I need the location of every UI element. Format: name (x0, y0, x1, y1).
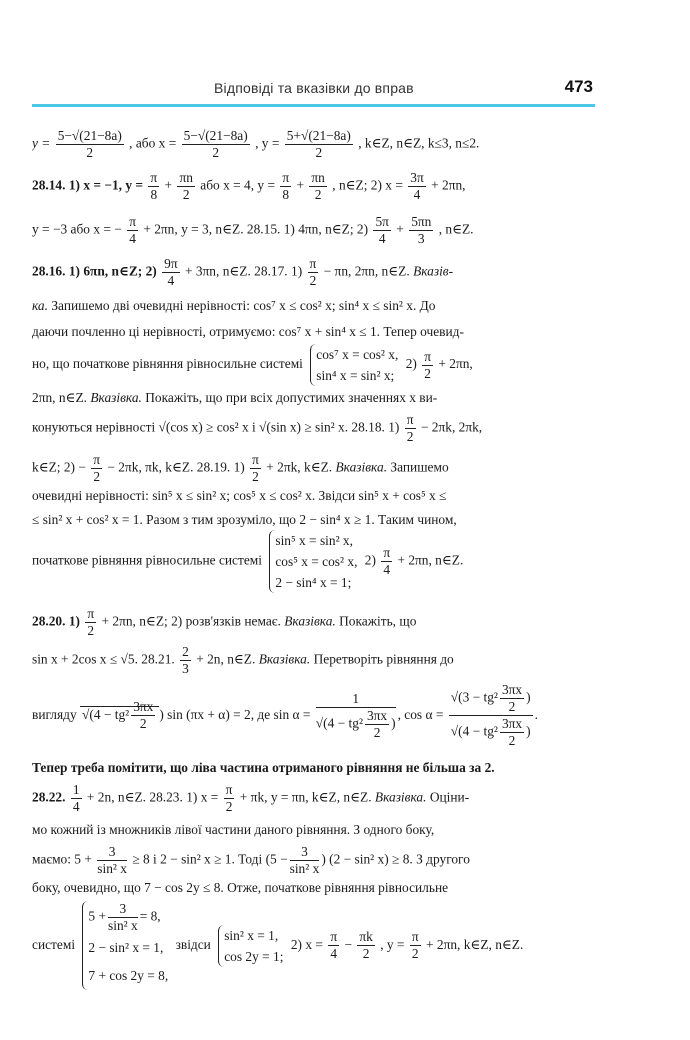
text-span: 2 (252, 469, 259, 484)
text-span: 4 (129, 231, 136, 246)
fraction (285, 128, 353, 161)
fraction-numerator: π (330, 929, 338, 945)
text-span: 4 (413, 187, 421, 202)
text-span: Запишемо дві очевидні нерівності: cos⁷ x ≤ cos² x; sin⁴ x ≤ sin² x. До (51, 298, 436, 313)
fraction-numerator: π (150, 170, 158, 185)
italic-text: Вказівка. (374, 789, 427, 805)
text-span: + 2πn, n∈Z. (397, 552, 464, 568)
fraction-numerator: π (225, 782, 233, 797)
equation-system (310, 344, 398, 386)
italic-text: Вказівка. (335, 459, 388, 475)
fraction (108, 901, 138, 934)
bold-text: 28.22. (32, 789, 66, 805)
text-span: , y = (380, 937, 405, 952)
text-line (32, 412, 595, 445)
text-span (449, 716, 533, 748)
italic-text: ка. (32, 298, 48, 313)
text-span: + 2n, n∈Z. 28.23. 1) x = (86, 789, 219, 805)
text-span: конуються нерівності √(cos x) ≥ cos² x і √(sin x) ≥ sin² x. 28.18. 1) (32, 419, 400, 435)
fraction (56, 128, 124, 161)
text-span: 2 (508, 699, 516, 715)
text-span: + 2πk, k∈Z. (266, 459, 333, 475)
text-span: ) (526, 724, 531, 739)
fraction-numerator: πn (179, 170, 193, 185)
fraction (280, 170, 291, 203)
text-span: но, що початкове рівняння рівносильне системі (32, 356, 303, 372)
text-span: 2 (212, 145, 220, 160)
fraction (127, 214, 138, 247)
text-line (32, 682, 595, 748)
text-span: 2πn, n∈Z. (32, 390, 87, 405)
fraction (381, 545, 392, 578)
fraction-numerator: π (93, 452, 101, 467)
text-line (32, 758, 595, 777)
text-span: cos⁵ x = cos² x, (275, 554, 358, 569)
text-span: + 2n, n∈Z. (196, 651, 256, 667)
fraction (373, 214, 390, 247)
fraction (131, 699, 155, 732)
text-line (32, 322, 595, 341)
fraction-numerator: 3π (410, 170, 424, 185)
equation-system (218, 925, 283, 967)
fraction (309, 170, 326, 203)
fraction-numerator: π (282, 170, 290, 185)
text-span: + 2πn, k∈Z, n∈Z. (425, 937, 524, 952)
text-span: √(3 − tg² (450, 690, 498, 705)
text-span: 2 (309, 273, 317, 288)
text-span: sin² x = 1, (224, 927, 279, 943)
text-span: Покажіть, що (339, 613, 417, 629)
italic-text: Вказів- (413, 263, 454, 279)
fraction-numerator: π (411, 929, 419, 945)
text-span: (5 − (265, 851, 288, 867)
text-span: ) (391, 715, 396, 731)
equation-system (82, 901, 168, 990)
fraction (290, 844, 320, 877)
fraction (308, 256, 319, 289)
fraction-numerator: 5πn (411, 214, 432, 229)
text-line (32, 844, 595, 877)
text-span: даючи почленно ці нерівності, отримуємо: cos⁷ x + sin⁴ x ≤ 1. Тепер очевид- (32, 324, 464, 339)
text-span: Перетворіть рівняння до (313, 651, 454, 667)
text-span: ) (526, 690, 531, 705)
text-line (32, 452, 595, 485)
fraction (449, 682, 533, 748)
text-span: sin⁵ x = sin² x, (275, 533, 353, 548)
text-line (32, 878, 595, 897)
text-span: 3 (417, 231, 425, 246)
text-span: 2 (508, 733, 516, 748)
fraction-numerator (449, 682, 533, 716)
fraction-numerator: π (309, 256, 317, 271)
fraction (410, 929, 421, 962)
text-span: ≤ sin² x + cos² x = 1. Разом з тим зрозуміло, що 2 − sin⁴ x ≥ 1. Таким чином, (32, 512, 457, 527)
text-span: + 3πn, n∈Z. 28.17. 1) (184, 263, 303, 279)
fraction-numerator: 5π (375, 214, 389, 229)
text-span: √(4 − tg² (82, 707, 130, 722)
text-span: 2 (373, 724, 381, 740)
text-span: cos⁷ x = cos² x, (316, 347, 399, 362)
header-rule (32, 104, 595, 107)
text-span: = 8, (139, 909, 161, 924)
text-span: + (164, 177, 173, 193)
text-line (32, 644, 595, 677)
text-span: 2 − sin² x = 1, (88, 940, 164, 956)
fraction (162, 256, 179, 289)
text-span: 7 + cos 2y = 8, (88, 968, 169, 984)
text-span: 4 (330, 946, 338, 962)
italic-text: Вказівка. (258, 651, 311, 667)
text-span: 2 (139, 716, 147, 732)
fraction-numerator: 5−√(21−8a) (57, 128, 122, 143)
fraction (365, 708, 389, 741)
text-span: ) sin (πx + α) = 2, де sin α = (159, 707, 311, 722)
fraction (500, 682, 524, 715)
bold-text: 28.16. 1) 6πn, n∈Z; 2) (32, 263, 157, 279)
text-span: y = −3 або x = − (32, 221, 122, 237)
fraction-numerator: 3 (97, 844, 127, 861)
text-span: 2 (314, 187, 322, 202)
text-span: 2 (87, 623, 95, 638)
text-span: , cos α = (397, 707, 444, 722)
text-span: √(4 − tg² (450, 724, 498, 739)
fraction-numerator: πk (359, 929, 373, 945)
text-line (32, 256, 595, 289)
text-span: + (396, 221, 404, 237)
text-span: + 2πn, (438, 356, 473, 372)
text-span: 2 (424, 365, 431, 381)
fraction-numerator: 3πx (501, 682, 523, 698)
text-span: 2 (86, 145, 94, 160)
fraction-numerator: πn (311, 170, 325, 185)
bold-text: 28.14. 1) x = −1, y = (32, 177, 144, 193)
text-span: + 2πn, (431, 177, 466, 193)
text-span: 2) (405, 356, 417, 372)
text-span: √(4 − tg² (315, 715, 363, 731)
fraction (182, 128, 250, 161)
text-span: 2 (225, 799, 233, 814)
text-line (32, 344, 595, 386)
text-span: Оціни- (429, 789, 470, 805)
text-span: системі (32, 937, 76, 952)
text-span: k∈Z; 2) − (32, 459, 86, 475)
text-span: 3 (182, 661, 189, 676)
page-number: 473 (564, 77, 593, 96)
fraction (177, 170, 194, 203)
text-span: 2 (362, 946, 370, 962)
fraction-numerator: 3πx (501, 716, 523, 732)
text-span: боку, очевидно, що 7 − cos 2y ≤ 8. Отже, початкове рівняння рівносильне (32, 880, 449, 895)
text-span: 2 (315, 145, 323, 160)
text-span: sin² x (97, 861, 127, 876)
text-line (32, 296, 595, 315)
text-line (32, 214, 595, 247)
fraction (409, 214, 433, 247)
text-line (32, 388, 595, 407)
fraction (97, 844, 127, 877)
text-span: + 2πn, y = 3, n∈Z. 28.15. 1) 4πn, n∈Z; 2) (143, 221, 369, 237)
text-span: мо кожний із множників лівої частини даного рівняння. З одного боку, (32, 822, 435, 837)
text-span: sin² x (289, 861, 320, 876)
text-span: 8 (282, 187, 290, 202)
fraction (422, 349, 433, 382)
fraction (148, 170, 159, 203)
fraction (250, 452, 261, 485)
text-span: звідси (175, 937, 211, 952)
fraction (85, 606, 96, 639)
text-span: − πn, 2πn, n∈Z. (323, 263, 410, 279)
text-span: або x = 4, y = (200, 177, 276, 193)
text-span: 2 (93, 469, 101, 484)
fraction (91, 452, 102, 485)
text-span: − (344, 937, 352, 952)
text-span: + πk, y = πn, k∈Z, n∈Z. (239, 789, 372, 805)
fraction (357, 929, 374, 962)
text-span: + (296, 177, 305, 193)
fraction-numerator: π (129, 214, 136, 229)
bold-text: 28.20. 1) (32, 613, 80, 629)
text-span: cos 2y = 1; (224, 948, 284, 964)
fraction-numerator: 1 (72, 782, 80, 797)
text-span: − 2πk, 2πk, (420, 419, 483, 435)
text-span: Запишемо (390, 459, 449, 475)
text-span: 2 (406, 429, 414, 444)
text-span: , n∈Z. (438, 221, 474, 237)
text-line (32, 128, 595, 161)
text-line (32, 606, 595, 639)
fraction-numerator: 5+√(21−8a) (286, 128, 351, 143)
text-span: 8 (150, 187, 158, 202)
text-span: 2 (411, 946, 419, 962)
running-header-title: Відповіді та вказівки до вправ (214, 80, 414, 96)
text-span: 4 (167, 273, 175, 288)
text-span: Покажіть, що при всіх допустимих значеннях x ви- (145, 390, 438, 405)
fraction (500, 716, 524, 748)
text-span: (2 − sin² x) ≥ 8. З другого (329, 851, 470, 867)
fraction-numerator: π (87, 606, 95, 621)
fraction-numerator: 1 (316, 691, 396, 708)
text-span: + 2πn, n∈Z; 2) розв'язків немає. (101, 613, 281, 629)
fraction-numerator: π (383, 545, 391, 560)
fraction (316, 691, 396, 741)
fraction-numerator: 2 (182, 644, 189, 659)
fraction (328, 929, 339, 962)
fraction-numerator: 3πx (366, 707, 388, 723)
text-line (32, 510, 595, 529)
bold-text: Тепер треба помітити, що ліва частина отриманого рівняння не більша за 2. (32, 760, 495, 775)
text-span: , y = (255, 135, 280, 151)
text-span: . (534, 707, 538, 722)
fraction (408, 170, 425, 203)
text-span: − 2πk, πk, k∈Z. 28.19. 1) (107, 459, 245, 475)
text-line (32, 486, 595, 505)
text-span: 4 (378, 231, 386, 246)
text-span: вигляду (32, 707, 77, 722)
fraction (180, 644, 191, 677)
text-span: sin² x (108, 918, 138, 934)
text-line (32, 782, 595, 815)
text-line (32, 530, 595, 593)
square-root (80, 699, 159, 732)
fraction-numerator: π (252, 452, 259, 467)
text-span: 5 + (88, 909, 107, 924)
text-span: 4 (383, 562, 391, 577)
text-span: sin x + 2cos x ≤ √5. 28.21. (32, 651, 175, 667)
text-line (32, 170, 595, 203)
fraction-numerator: 3 (290, 844, 320, 861)
text-span: 2) x = (290, 937, 323, 952)
fraction-numerator: π (424, 348, 431, 364)
text-span: , або x = (129, 135, 177, 151)
text-span: 2) (364, 552, 376, 568)
fraction (71, 782, 82, 815)
fraction-numerator: 9π (164, 256, 178, 271)
text-span: очевидні нерівності: sin⁵ x ≤ sin² x; cos⁵ x ≤ cos² x. Звідси sin⁵ x + cos⁵ x ≤ (32, 488, 447, 503)
text-span: , n∈Z; 2) x = (332, 177, 403, 193)
fraction-numerator: 5−√(21−8a) (183, 128, 248, 143)
text-span: ) (321, 851, 326, 867)
text-span: початкове рівняння рівносильне системі (32, 552, 262, 568)
text-span: маємо: 5 + (32, 851, 92, 867)
text-span: 2 (182, 187, 190, 202)
equation-system (269, 530, 357, 593)
text-line (32, 820, 595, 839)
fraction-numerator: 3πx (133, 699, 154, 715)
italic-text: Вказівка. (284, 613, 336, 629)
text-span: ≥ 8 і 2 − sin² x ≥ 1. Тоді (132, 851, 263, 867)
fraction (224, 782, 235, 815)
fraction-numerator: 3 (108, 901, 138, 918)
italic-text: y = (32, 135, 51, 151)
text-line (32, 900, 595, 990)
text-span (316, 708, 396, 741)
text-span: 4 (72, 799, 80, 814)
text-span: 2 − sin⁴ x = 1; (275, 575, 352, 590)
italic-text: Вказівка. (90, 390, 142, 405)
fraction-numerator: π (406, 412, 414, 427)
text-span: sin⁴ x = sin² x; (316, 368, 395, 383)
fraction (405, 412, 416, 445)
text-span: , k∈Z, n∈Z, k≤3, n≤2. (358, 135, 480, 151)
text-span (88, 901, 168, 934)
